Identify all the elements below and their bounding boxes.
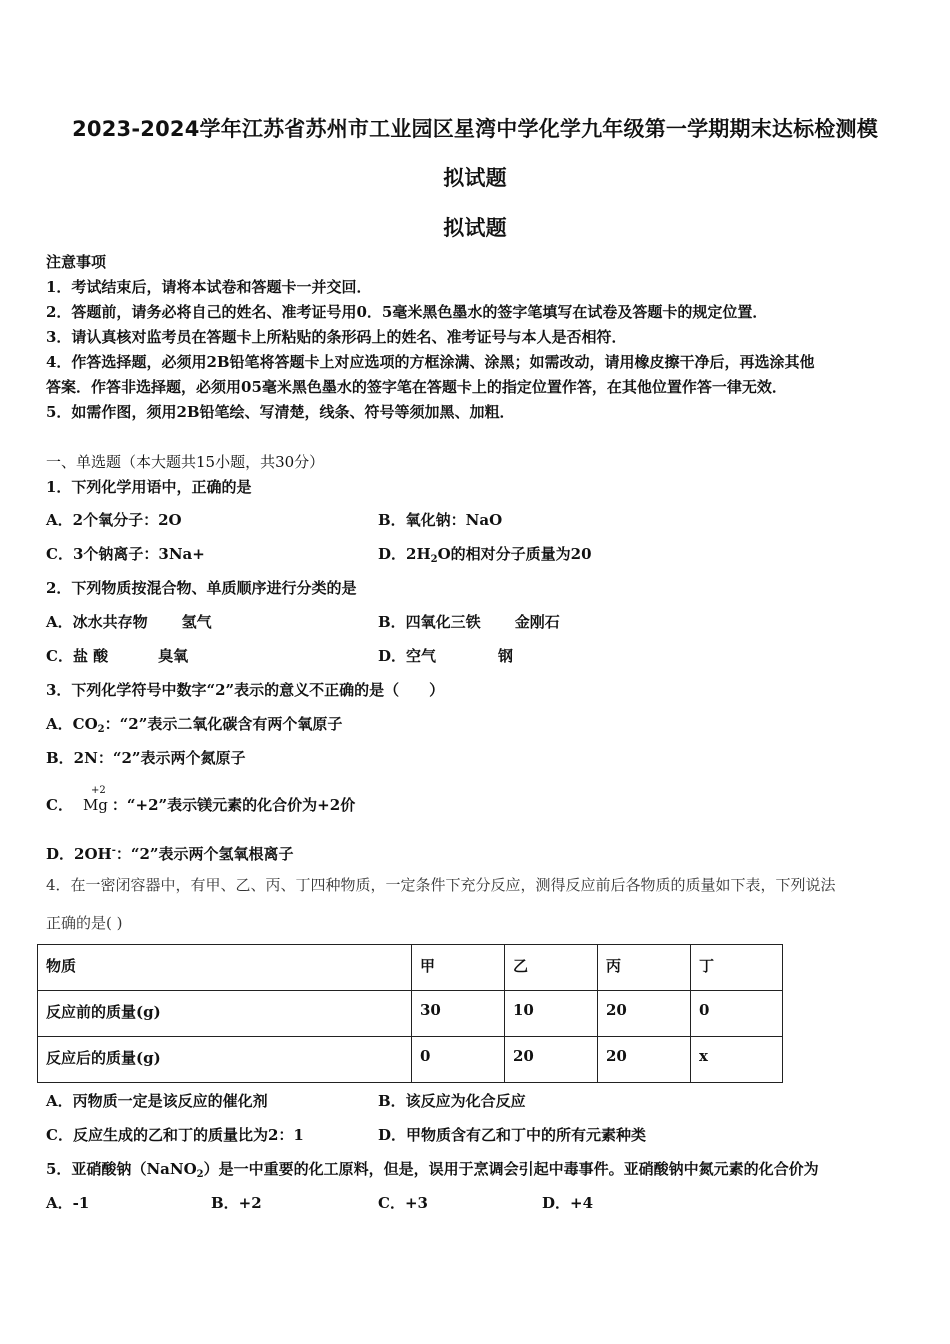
notice-item: 3．请认真核对监考员在答题卡上所粘贴的条形码上的姓名、准考证号与本人是否相符．: [46, 328, 627, 346]
question-3-stem: 3．下列化学符号中数字“2”表示的意义不正确的是（ ）: [46, 681, 445, 699]
question-4-option-b: B．该反应为化合反应: [378, 1092, 526, 1110]
question-5-option-b: B．+2: [211, 1194, 262, 1212]
question-4-option-a: A．丙物质一定是该反应的催化剂: [46, 1092, 268, 1110]
table-cell: 反应后的质量(g): [38, 1037, 412, 1083]
section-heading: 一、单选题（本大题共15小题，共30分）: [46, 453, 325, 471]
question-5-option-a: A．-1: [46, 1194, 90, 1212]
notice-item: 5．如需作图，须用2B铅笔绘、写清楚，线条、符号等须加黑、加粗．: [46, 403, 515, 421]
question-4-stem-cont: 正确的是( ): [46, 914, 123, 932]
question-2-option-a: A．冰水共存物 氢气: [46, 613, 212, 631]
question-3-option-a: A．$CO_2$：“2”表示二氧化碳含有两个氧原子: [46, 715, 343, 735]
page-title-line3: 拟试题: [443, 216, 507, 240]
question-1-option-c: C．3个钠离子：3Na+: [46, 545, 205, 563]
question-1-stem: 1．下列化学用语中，正确的是: [46, 478, 252, 496]
table-header-cell: 甲: [412, 945, 505, 991]
table-cell: 20: [505, 1037, 598, 1083]
notice-item: 答案．作答非选择题，必须用05毫米黑色墨水的签字笔在答题卡上的指定位置作答，在其他位置作答一律无效．: [46, 378, 787, 396]
table-cell: 20: [598, 1037, 691, 1083]
question-1-option-b: B．氧化钠：NaO: [378, 511, 503, 529]
page-title-line1: 2023-2024学年江苏省苏州市工业园区星湾中学化学九年级第一学期期末达标检测模: [72, 117, 878, 141]
notice-item: 2．答题前，请务必将自己的姓名、准考证号用0．5毫米黑色墨水的签字笔填写在试卷及答题卡的规定位置．: [46, 303, 768, 321]
question-2-option-c: C．盐 酸 臭氧: [46, 647, 189, 665]
question-4-option-d: D．甲物质含有乙和丁中的所有元素种类: [378, 1126, 647, 1144]
table-header-cell: 丁: [691, 945, 783, 991]
page-title-line2: 拟试题: [443, 166, 507, 190]
notice-item: 1．考试结束后，请将本试卷和答题卡一并交回．: [46, 278, 372, 296]
magnesium-valence-symbol: +2 Mg: [82, 785, 108, 814]
table-cell: 0: [412, 1037, 505, 1083]
notice-item: 4．作答选择题，必须用2B铅笔将答题卡上对应选项的方框涂满、涂黑；如需改动，请用橡皮擦干净后，再选涂其他: [46, 353, 815, 371]
question-4-stem: 4．在一密闭容器中，有甲、乙、丙、丁四种物质，一定条件下充分反应，测得反应前后各物质的质量如下表，下列说法: [46, 876, 836, 894]
question-2-stem: 2．下列物质按混合物、单质顺序进行分类的是: [46, 579, 357, 597]
table-cell: 0: [691, 991, 783, 1037]
question-3-option-d: D．2OH-：“2”表示两个氢氧根离子: [46, 845, 294, 863]
table-header-cell: 乙: [505, 945, 598, 991]
table-cell: 20: [598, 991, 691, 1037]
question-4-option-c: C．反应生成的乙和丁的质量比为2：1: [46, 1126, 304, 1144]
table-row: [38, 1037, 783, 1083]
question-5-stem: 5．亚硝酸钠（NaNO$_2$）是一中重要的化工原料，但是，误用于烹调会引起中毒事件。亚硝酸钠中氮元素的化合价为: [46, 1160, 819, 1180]
table-header-cell: 丙: [598, 945, 691, 991]
question-2-option-b: B．四氧化三铁 金刚石: [378, 613, 560, 631]
question-5-option-d: D．+4: [542, 1194, 594, 1212]
table-row: [38, 991, 783, 1037]
table-cell: 30: [412, 991, 505, 1037]
table-cell: 反应前的质量(g): [38, 991, 412, 1037]
question-1-option-a: A．2个氧分子：2O: [46, 511, 182, 529]
notice-heading: 注意事项: [46, 253, 107, 271]
table-header-row: [38, 945, 783, 991]
question-2-option-d: D．空气 钢: [378, 647, 514, 665]
table-header-cell: 物质: [38, 945, 412, 991]
question-3-option-c: C． +2 Mg ：“+2”表示镁元素的化合价为+2价: [46, 785, 356, 814]
mass-table: [37, 944, 783, 1083]
question-5-option-c: C．+3: [378, 1194, 428, 1212]
table-cell: 10: [505, 991, 598, 1037]
question-1-option-d: D．$2H_2O$的相对分子质量为20: [378, 545, 592, 565]
table-cell: x: [691, 1037, 783, 1083]
question-3-option-b: B．2N：“2”表示两个氮原子: [46, 749, 246, 767]
